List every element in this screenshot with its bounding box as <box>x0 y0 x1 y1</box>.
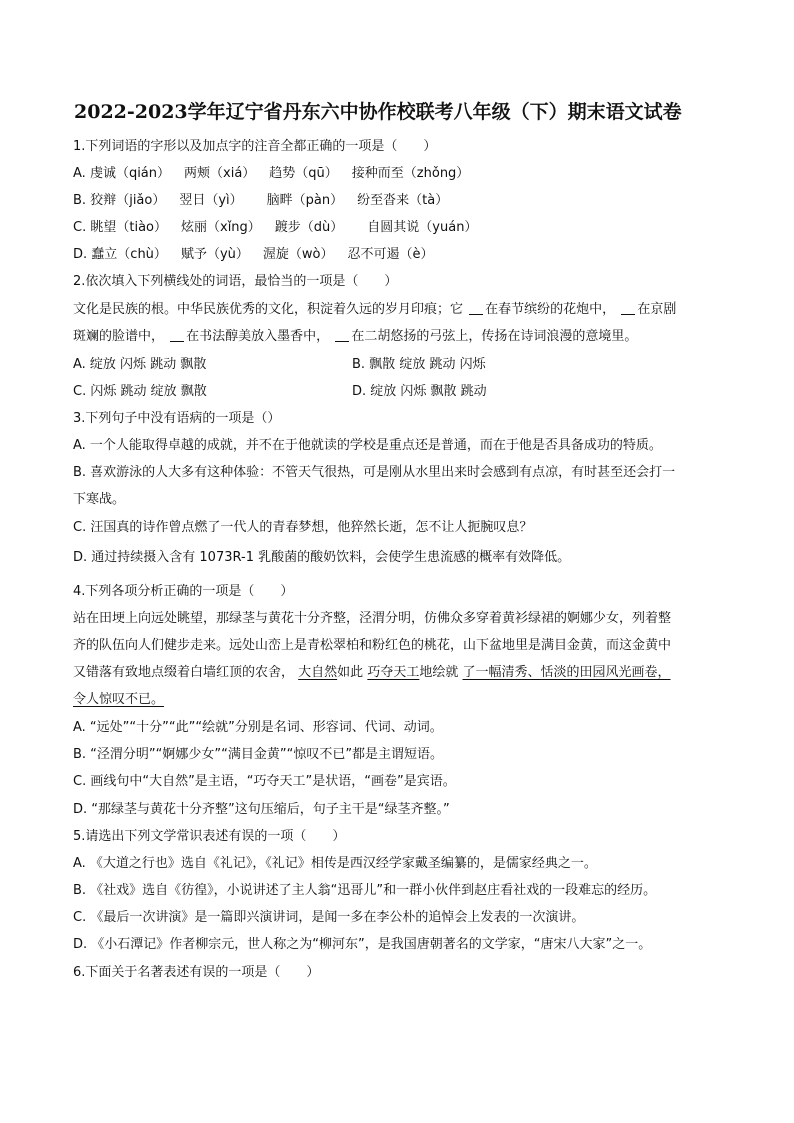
q1-option-d: D. 蠢立（chù） 赋予（yù） 渥旋（wò） 忍不可遏（è） <box>73 247 434 262</box>
q5-stem: 5.请选出下列文学常识表述有误的一项（ ） <box>73 829 346 844</box>
q2-passage-line-2: 斑斓的脸谱中， 在书法醇美放入墨香中， 在二胡悠扬的弓弦上，传扬在诗词浪漫的意境里。 <box>73 329 638 344</box>
q3-option-b-cont: 下寒战。 <box>73 492 126 507</box>
q4-stem: 4.下列各项分析正确的一项是（ ） <box>73 584 294 599</box>
q2-stem: 2.依次填入下列横线处的词语，最恰当的一项是（ ） <box>73 274 398 289</box>
q4-option-b: B. “泾渭分明”“婀娜少女”“满目金黄”“惊叹不已”都是主谓短语。 <box>73 747 444 762</box>
q1-option-c: C. 眺望（tiào） 炫丽（xǐng） 踱步（dù） 自圆其说（yuán） <box>73 220 478 235</box>
q4-option-d: D. “那绿茎与黄花十分齐整”这句压缩后，句子主干是“绿茎齐整。” <box>73 802 450 817</box>
underlined-subject: 大自然 <box>298 665 338 680</box>
q2-passage-line-1: 文化是民族的根。中华民族优秀的文化，积淀着久远的岁月印痕；它 在春节缤纷的花炮中， 在京剧 <box>73 302 677 317</box>
q2-option-b: B. 飘散 绽放 跳动 闪烁 <box>352 357 486 372</box>
underlined-object: 了一幅清秀、恬淡的田园风光画卷， <box>462 665 671 680</box>
q1-stem: 1.下列词语的字形以及加点字的注音全都正确的一项是（ ） <box>73 139 437 154</box>
q1-option-b: B. 狡辩（jiǎo） 翌日（yì） 脑畔（pàn） 纷至沓来（tà） <box>73 193 449 208</box>
underlined-adverbial: 巧夺天工 <box>367 665 420 680</box>
q4-passage-line-1: 站在田埂上向远处眺望，那绿茎与黄花十分齐整，泾渭分明，仿佛众多穿着黄衫绿裙的婀娜少女，列着整 <box>73 611 672 626</box>
q3-option-d: D. 通过持续摄入含有 1073R-1 乳酸菌的酸奶饮料，会使学生患流感的概率有效降低。 <box>73 550 571 565</box>
q6-stem: 6.下面关于名著表述有误的一项是（ ） <box>73 965 320 980</box>
q4-option-c: C. 画线句中“大自然”是主语，“巧夺天工”是状语，“画卷”是宾语。 <box>73 774 456 789</box>
q2-option-a: A. 绽放 闪烁 跳动 飘散 <box>73 357 207 372</box>
q4-passage-line-2: 齐的队伍向人们健步走来。远处山峦上是青松翠柏和粉红色的桃花，山下盆地里是满目金黄，而这金黄中 <box>73 638 672 653</box>
q2-option-d: D. 绽放 闪烁 飘散 跳动 <box>352 384 487 399</box>
q3-option-b: B. 喜欢游泳的人大多有这种体验：不管天气很热，可是刚从水里出来时会感到有点凉，有时甚至还会打一 <box>73 465 676 480</box>
q4-passage-line-3: 又错落有致地点缀着白墙红顶的农舍， 大自然如此 巧夺天工地绘就 了一幅清秀、恬淡的田园风光画卷， <box>73 665 671 680</box>
q5-option-b: B. 《社戏》选自《彷徨》，小说讲述了主人翁“迅哥儿”和一群小伙伴到赵庄看社戏的一段难忘的经历。 <box>73 883 657 898</box>
q5-option-d: D. 《小石潭记》作者柳宗元，世人称之为“柳河东”，是我国唐朝著名的文学家，“唐宋八大家”之一。 <box>73 937 652 952</box>
q5-option-c: C. 《最后一次讲演》是一篇即兴演讲词，是闻一多在李公朴的追悼会上发表的一次演讲。 <box>73 910 585 925</box>
q4-passage-line-4: 令人惊叹不已。 <box>73 692 165 707</box>
q2-option-c: C. 闪烁 跳动 绽放 飘散 <box>73 384 207 399</box>
page-title: 2022-2023学年辽宁省丹东六中协作校联考八年级（下）期末语文试卷 <box>74 101 682 123</box>
q4-option-a: A. “远处”“十分”“此”“绘就”分别是名词、形容词、代词、动词。 <box>73 720 443 735</box>
q3-option-c: C. 汪国真的诗作曾点燃了一代人的青春梦想，他猝然长逝，怎不让人扼腕叹息？ <box>73 520 533 535</box>
q3-stem: 3.下列句子中没有语病的一项是（） <box>73 411 281 426</box>
q3-option-a: A. 一个人能取得卓越的成就，并不在于他就读的学校是重点还是普通，而在于他是否具备成功的特质。 <box>73 438 662 453</box>
q5-option-a: A. 《大道之行也》选自《礼记》，《礼记》相传是西汉经学家戴圣编纂的，是儒家经典之一。 <box>73 856 597 871</box>
q1-option-a: A. 虔诚（qián） 两颊（xiá） 趋势（qū） 接种而至（zhǒng） <box>73 166 470 181</box>
